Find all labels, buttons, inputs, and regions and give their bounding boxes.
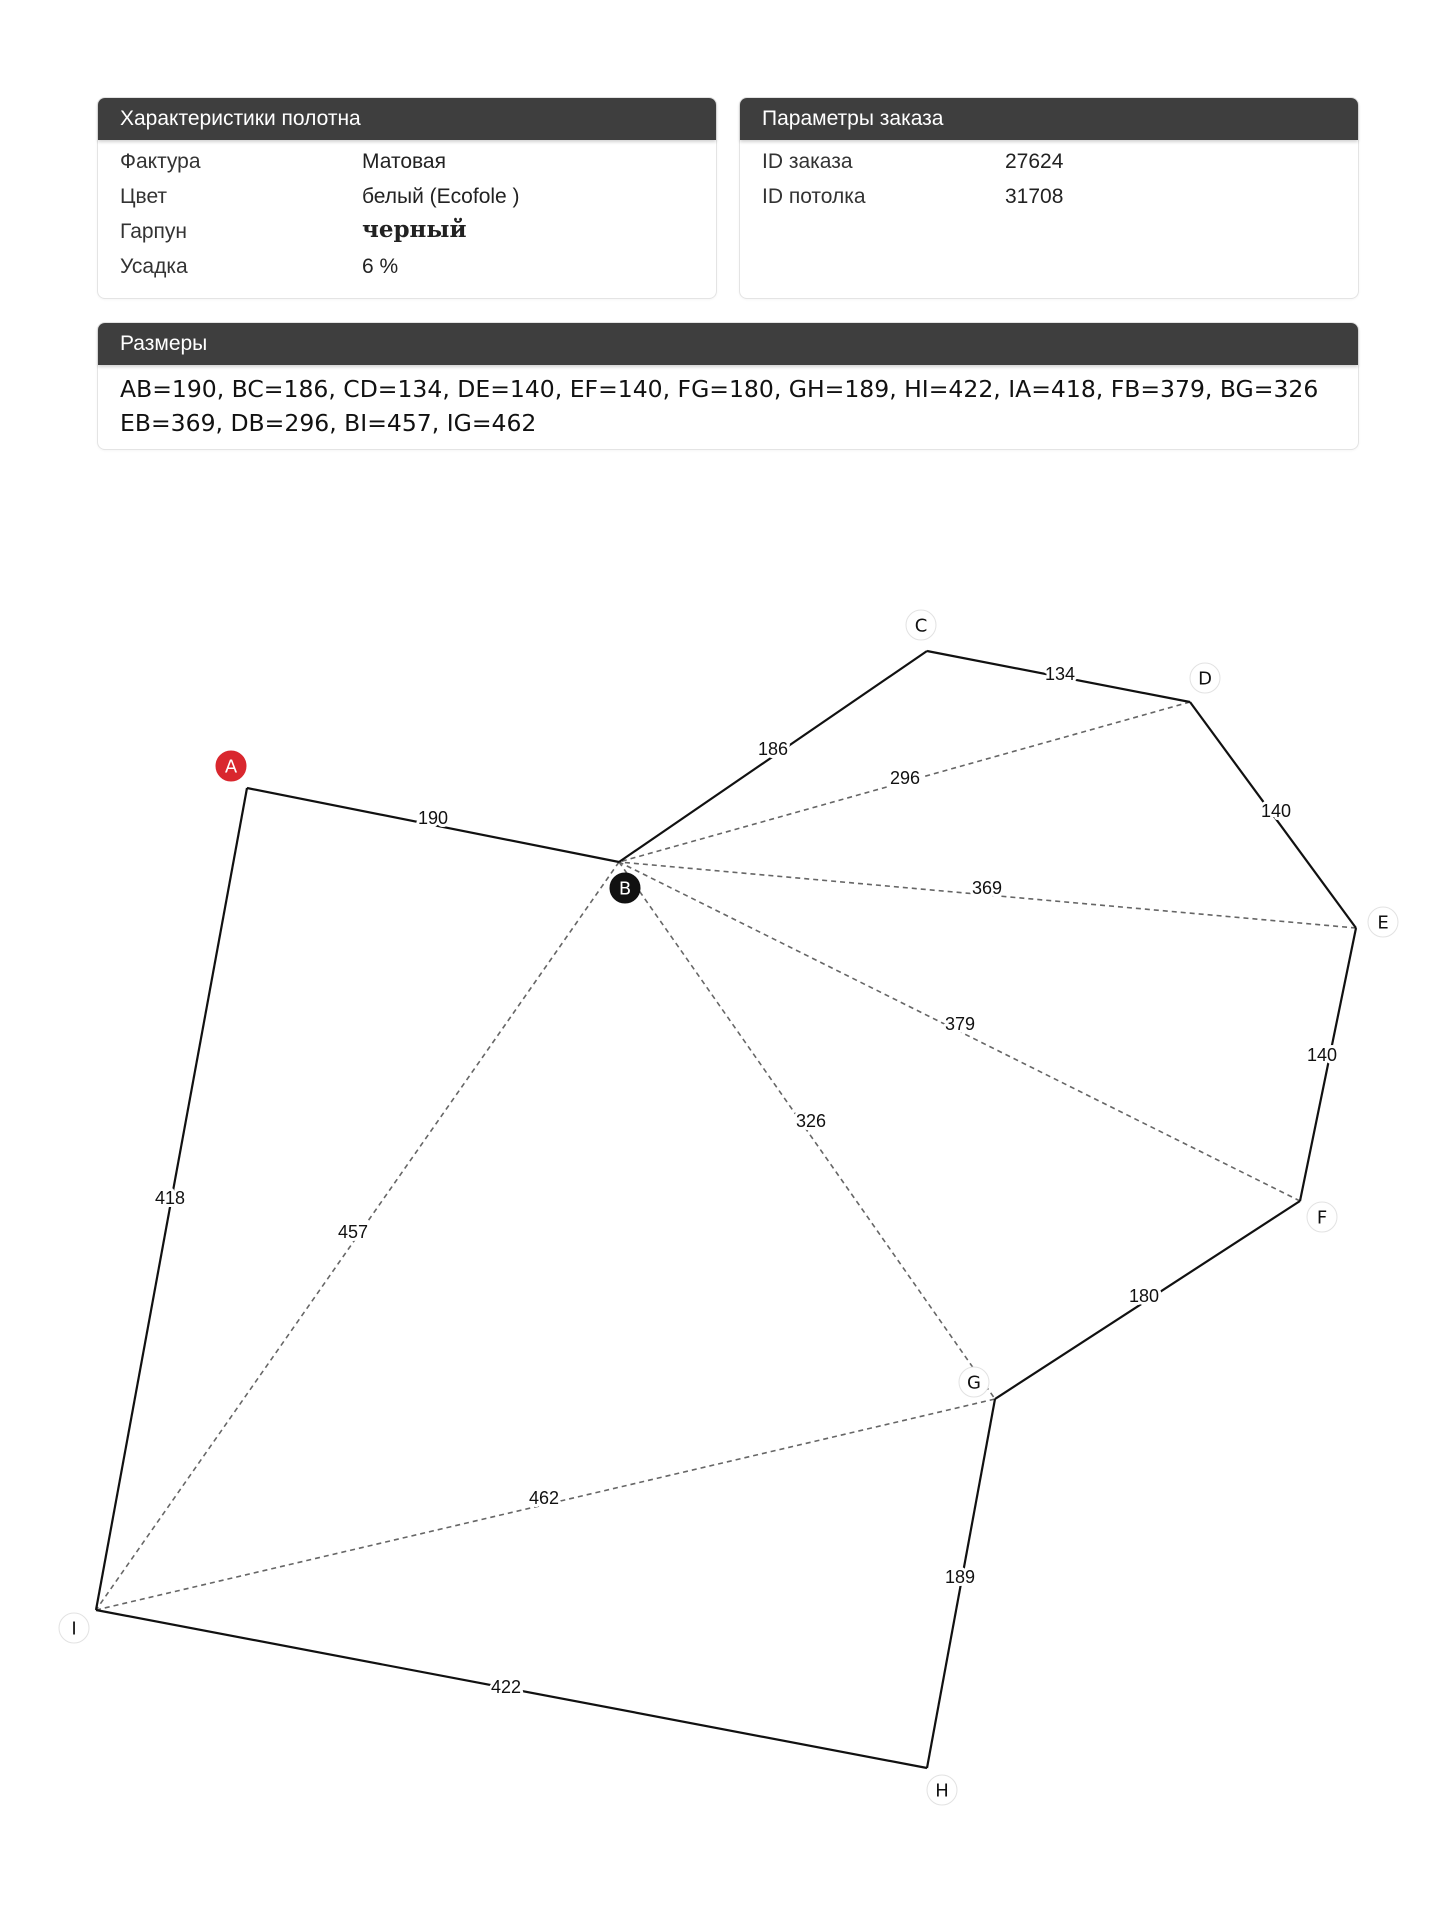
edge-label-HI: 422 <box>490 1677 522 1697</box>
vertex-H <box>927 1775 957 1805</box>
canvas-specs-title: Характеристики полотна <box>98 98 716 140</box>
vertex-G <box>959 1367 989 1397</box>
sizes-line-1: AB=190, BC=186, CD=134, DE=140, EF=140, FG=180, GH=189, HI=422, IA=418, FB=379, BG=326 <box>120 375 1319 403</box>
ceiling-diagram <box>0 540 1440 1840</box>
edge-label-BG: 326 <box>795 1111 827 1131</box>
vertex-E <box>1368 907 1398 937</box>
edge-label-FB: 379 <box>944 1014 976 1034</box>
edge-label-DE: 140 <box>1260 801 1292 821</box>
vertex-B <box>610 873 640 903</box>
vertex-label-H: H <box>935 1780 949 1802</box>
vertex-D <box>1190 663 1220 693</box>
vertex-label-B: B <box>618 878 632 900</box>
sizes-line-2: EB=369, DB=296, BI=457, IG=462 <box>120 409 537 437</box>
edge-label-GH: 189 <box>944 1567 976 1587</box>
edge-label-FG: 180 <box>1128 1286 1160 1306</box>
vertex-I <box>59 1613 89 1643</box>
sizes-title: Размеры <box>98 323 1358 365</box>
edge-label-AB: 190 <box>417 808 449 828</box>
sizes-text <box>120 372 1338 440</box>
vertex-label-I: I <box>71 1618 77 1640</box>
edge-label-DB: 296 <box>889 768 921 788</box>
vertex-label-C: C <box>914 615 928 637</box>
ceiling-id-value: 31708 <box>1005 185 1064 208</box>
order-id-value: 27624 <box>1005 150 1064 173</box>
vertex-label-E: E <box>1377 912 1389 934</box>
edge-label-IA: 418 <box>154 1188 186 1208</box>
vertex-label-A: A <box>224 756 238 778</box>
canvas-specs-card <box>97 97 717 299</box>
edge-labels-layer <box>155 664 1337 1697</box>
vertex-label-G: G <box>967 1372 981 1394</box>
shrinkage-value: 6 % <box>362 255 399 278</box>
order-params-card <box>739 97 1359 299</box>
edge-label-IG: 462 <box>528 1488 560 1508</box>
vertex-C <box>906 610 936 640</box>
shrinkage-label: Усадка <box>120 255 188 278</box>
edge-label-EF: 140 <box>1306 1045 1338 1065</box>
order-params-title: Параметры заказа <box>740 98 1358 140</box>
sizes-card <box>97 322 1359 450</box>
vertex-label-F: F <box>1316 1207 1328 1229</box>
color-value: белый (Ecofole ) <box>362 185 520 208</box>
vertices-layer <box>59 610 1398 1805</box>
order-id-label: ID заказа <box>762 150 853 173</box>
edge-label-BI: 457 <box>337 1222 369 1242</box>
texture-value: Матовая <box>362 150 446 173</box>
harpoon-label: Гарпун <box>120 220 188 243</box>
ceiling-id-label: ID потолка <box>762 185 866 208</box>
vertex-F <box>1307 1202 1337 1232</box>
color-label: Цвет <box>120 185 168 208</box>
edge-label-CD: 134 <box>1044 664 1076 684</box>
vertex-label-D: D <box>1198 668 1212 690</box>
vertex-A <box>216 751 246 781</box>
edges-layer <box>96 651 1356 1768</box>
edge-label-BC: 186 <box>757 739 789 759</box>
texture-label: Фактура <box>120 150 201 173</box>
harpoon-value: черный <box>362 216 467 243</box>
edge-label-EB: 369 <box>971 878 1003 898</box>
